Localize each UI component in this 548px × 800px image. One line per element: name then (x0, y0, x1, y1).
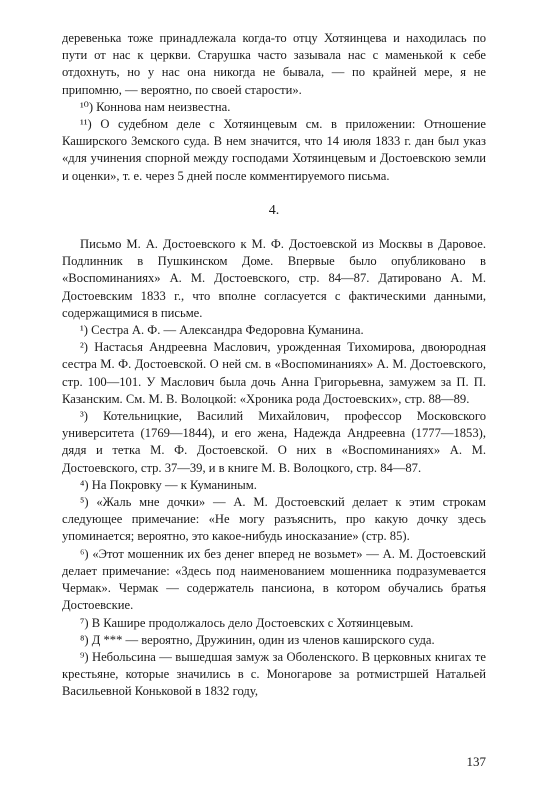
note-6: ⁶) «Этот мошенник их без денег вперед не возьмет» — А. М. Достоевский делает примечание: «Здесь под наименованием мошенника подразумевается Чермак». Чермак — содержатель пансиона, в котором обучались братья Достоевские. (62, 546, 486, 613)
note-4: ⁴) На Покровку — к Куманиным. (80, 477, 257, 492)
note-5: ⁵) «Жаль мне дочки» — А. М. Достоевский делает к этим строкам следующее примечание: «Не могу разъяснить, про какую дочку здесь упоминается; вероятно, это какое-нибудь иносказание» (стр. 85). (62, 495, 486, 544)
intro-paragraph: деревенька тоже принадлежала когда-то отцу Хотяинцева и находилась по пути от нас к церкви. Старушка часто зазывала нас с маменькой к себе отдохнуть, но у нас она никогда не бывала, — по крайней мере, я не припомню, — вероятно, по своей старости». (62, 31, 486, 97)
note-10: ¹⁰) Коннова нам неизвестна. (80, 99, 231, 114)
note-2: ²) Настасья Андреевна Маслович, урожденная Тихомирова, двоюродная сестра М. Ф. Достоевской. О ней см. в «Воспоминаниях» А. М. Достоевского, стр. 100—101. У Маслович была дочь Анна Григорьевна, замужем за П. П. Казанским. См. М. В. Волоцкой: «Хроника рода Достоевских», стр. 88—89. (62, 340, 486, 406)
note-3: ³) Котельницкие, Василий Михайлович, профессор Московского университета (1769—1844), и его жена, Надежда Андреевна (1777—1853), дядя и тетка М. Ф. Достоевской. О них в «Воспоминаниях» А. М. Достоевского, стр. 37—39, и в книге М. В. Волоцкого, стр. 84—87. (62, 409, 486, 475)
note-7: ⁷) В Кашире продолжалось дело Достоевских с Хотяинцевым. (80, 615, 414, 630)
page-text (62, 30, 486, 701)
note-11: ¹¹) О судебном деле с Хотяинцевым см. в приложении: Отношение Каширского Земского суда. В нем значится, что 14 июля 1833 г. дан был указ «для учинения спорной между господами Хотяинцевым и Достоевскою земли и оценки», т. е. через 5 дней после комментируемого письма. (62, 117, 486, 183)
note-1: ¹) Сестра А. Ф. — Александра Федоровна Куманина. (80, 323, 364, 338)
note-8: ⁸) Д *** — вероятно, Дружинин, один из членов каширского суда. (80, 632, 435, 647)
letter-description: Письмо М. А. Достоевского к М. Ф. Достоевской из Москвы в Даровое. Подлинник в Пушкинском Доме. Впервые было опубликовано в «Воспоминаниях» А. М. Достоевского, стр. 84—87. Датировано А. М. Достоевским 1833 г., что вполне согласуется с фактическими данными, содержащимися в письме. (62, 237, 486, 320)
section-heading: 4. (268, 202, 280, 218)
note-9: ⁹) Небольсина — вышедшая замуж за Оболенского. В церковных книгах те крестьяне, которые значились в с. Моногарове за ротмистршей Натальей Васильевной Коньковой в 1832 году, (62, 649, 486, 699)
page-number: 137 (466, 754, 486, 769)
